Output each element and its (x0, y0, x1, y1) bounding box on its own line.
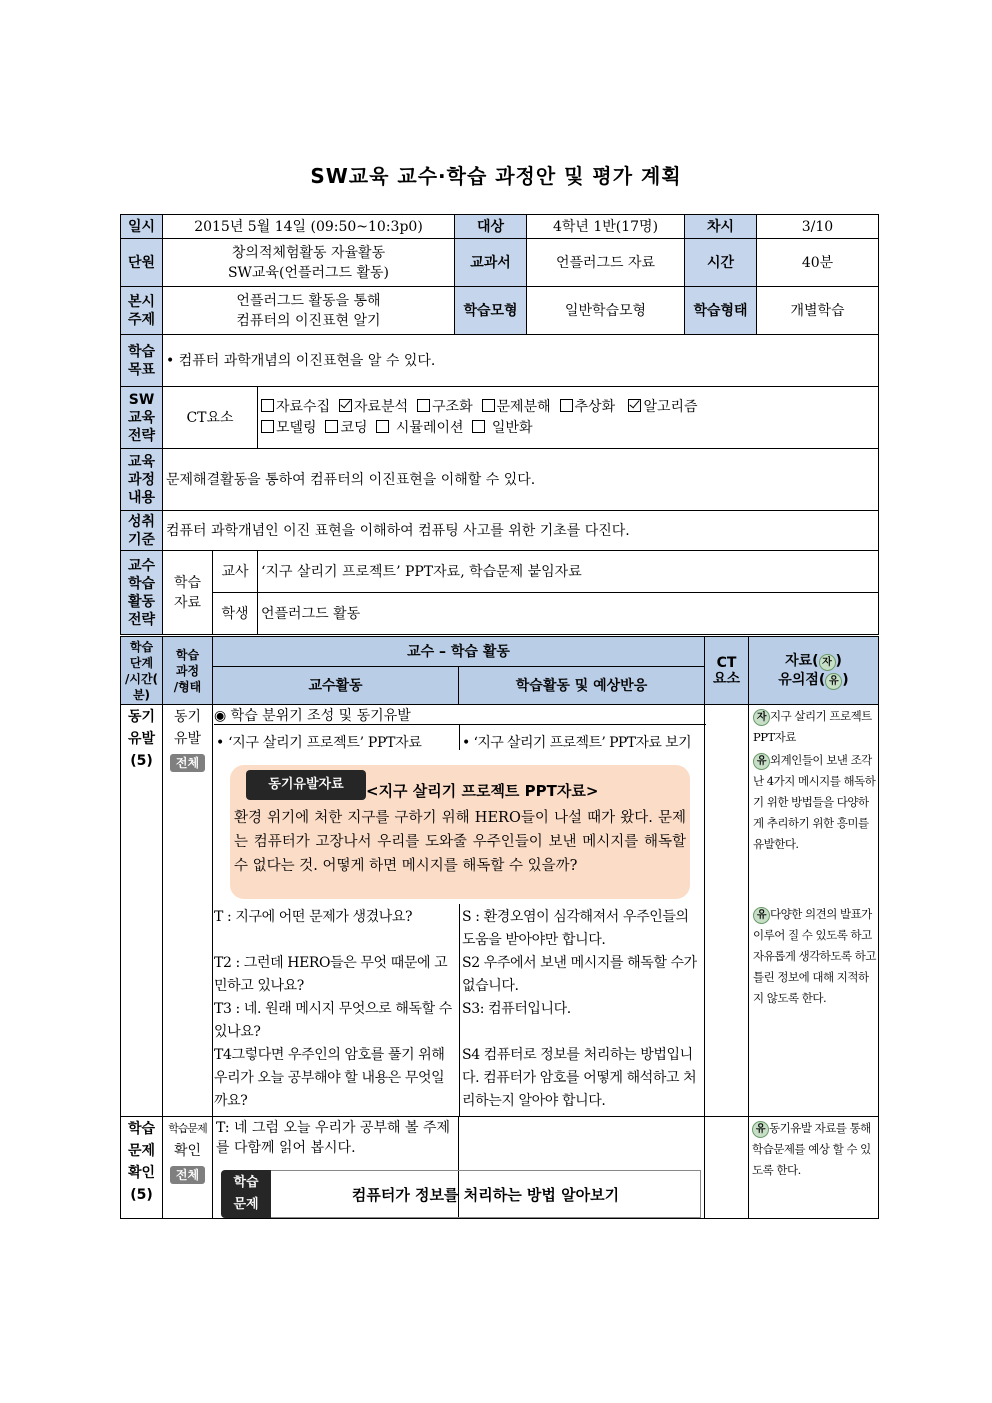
motive-process (163, 705, 213, 1117)
objective-label (121, 335, 163, 387)
process-header-2: 과정 (175, 663, 200, 678)
motive-stage-1: 동기 (127, 709, 156, 725)
unit-line-2: SW교육(언플러그드 활동) (227, 264, 390, 281)
teacher-question-4: T4그렇다면 우주인의 암호를 풀기 위해 우리가 오늘 공부해야 할 내용은 무엇일까요? (214, 1047, 445, 1109)
process-header (163, 637, 213, 705)
unit-label: 단원 (121, 239, 163, 287)
material-label-1: 학습 (173, 574, 202, 591)
material-label-2: 자료 (173, 594, 202, 611)
stage-header-2: 단계 (129, 655, 154, 670)
curriculum-label-1: 교육 (127, 453, 156, 470)
form-value: 개별학습 (757, 287, 879, 335)
stage-header-3: /시간( (124, 671, 159, 686)
sw-label-1: SW (128, 391, 155, 408)
ct-item: 알고리즘 (643, 398, 698, 415)
motive-note-1 (753, 706, 877, 748)
caution-mark-icon: 유 (752, 1121, 769, 1138)
strategy-label-2: 학습 (127, 575, 156, 592)
divider (459, 904, 460, 1116)
motive-note-2 (753, 750, 877, 855)
problem-note-text: 동기유발 자료를 통해 학습문제를 예상 할 수 있도록 한다. (752, 1121, 871, 1177)
ct-item: 구조화 (432, 398, 473, 415)
teacher-material-label: 교사 (213, 551, 258, 593)
curriculum-label-3: 내용 (127, 489, 156, 506)
stage-header-4: 분) (132, 687, 151, 702)
motive-note-3 (753, 904, 877, 1009)
motive-material-text: 환경 위기에 처한 지구를 구하기 위해 HERO들이 나설 때가 왔다. 문제는 컴퓨터가 고장나서 우리를 도와줄 우주인들이 보낸 메시지를 해독할 수 없다는 것. 어떻게 하면 메시지를 해독할 수 있을까? (234, 810, 686, 874)
problem-tag (221, 1170, 271, 1218)
student-material-label: 학생 (213, 593, 258, 635)
ct-item: 일반화 (491, 419, 533, 436)
student-answer-1: S : 환경오염이 심각해져서 우주인들의 도움을 받아야만 합니다. (462, 909, 689, 948)
topic-label-2: 주제 (127, 311, 156, 328)
sw-strategy-label (121, 387, 163, 449)
motive-bullet: ◉ 학습 분위기 조성 및 동기유발 (214, 708, 411, 724)
motive-process-1: 동기 (173, 709, 202, 725)
ct-item: 문제분해 (496, 398, 551, 415)
checkbox-icon[interactable] (482, 399, 495, 412)
problem-process-1: 학습문제 (168, 1122, 207, 1135)
caution-mark-icon: 유 (753, 753, 770, 770)
checkbox-checked-icon[interactable] (339, 399, 352, 412)
achievement-text: 컴퓨터 과학개념인 이진 표현을 이해하여 컴퓨팅 사고를 위한 기초를 다진다. (163, 511, 879, 551)
ct-item: 모델링 (276, 419, 317, 436)
motive-note-2-text: 외계인들이 보낸 조각난 4가지 메시지를 해독하기 위한 방법들을 다양하게 추리하기 위한 흥미를 유발한다. (753, 753, 876, 851)
page-title: SW교육 교수·학습 과정안 및 평가 계획 (310, 164, 682, 188)
ct-item: 코딩 (340, 419, 368, 436)
motive-teacher-line: • ‘지구 살리기 프로젝트’ PPT자료 (216, 735, 422, 751)
divider (459, 724, 460, 750)
caution-mark-icon: 유 (825, 673, 842, 690)
achievement-label-2: 기준 (127, 531, 156, 548)
stage-header (121, 637, 163, 705)
notes-header (749, 637, 879, 705)
textbook-label: 교과서 (455, 239, 527, 287)
motive-process-2: 유발 (173, 731, 202, 747)
material-label (163, 551, 213, 635)
time-label: 시간 (685, 239, 757, 287)
problem-notes (749, 1117, 879, 1219)
teacher-activity-header: 교수활동 (213, 667, 459, 705)
problem-tag-1: 학습 (233, 1175, 259, 1190)
student-dialogue (462, 906, 704, 1113)
date-label: 일시 (121, 215, 163, 239)
activity-main-header: 교수 – 학습 활동 (213, 637, 705, 667)
problem-process-2: 확인 (173, 1143, 202, 1159)
achievement-label (121, 511, 163, 551)
caution-mark-icon: 유 (753, 907, 770, 924)
student-material: 언플러그드 활동 (258, 593, 879, 635)
ct-checklist (258, 387, 879, 449)
unit-value (163, 239, 455, 287)
motive-material-tag: 동기유발자료 (246, 770, 366, 800)
unit-line-1: 창의적체험활동 자율활동 (231, 244, 386, 261)
lesson-info-table (120, 214, 879, 335)
material-mark-icon: 자 (819, 654, 836, 671)
ct-item: 추상화 (574, 398, 616, 415)
teacher-question-3: T3 : 네. 원래 메시지 무엇으로 해독할 수 있나요? (214, 1001, 452, 1040)
curriculum-label-2: 과정 (127, 471, 156, 488)
process-header-3: /형태 (173, 679, 202, 694)
topic-line-2: 컴퓨터의 이진표현 알기 (236, 312, 381, 329)
material-mark-icon: 자 (753, 709, 770, 726)
curriculum-text: 문제해결활동을 통하여 컴퓨터의 이진표현을 이해할 수 있다. (163, 449, 879, 511)
problem-stage-3: 확인 (127, 1165, 156, 1181)
motive-stage-3: (5) (130, 753, 153, 769)
student-answer-2: S2 우주에서 보낸 메시지를 해독할 수가 없습니다. (462, 955, 697, 994)
problem-ct (705, 1117, 749, 1219)
checkbox-icon[interactable] (261, 399, 274, 412)
topic-line-1: 언플러그드 활동을 통해 (236, 292, 381, 309)
ct-element-label: CT요소 (163, 387, 258, 449)
target-value: 4학년 1반(17명) (527, 215, 685, 239)
motive-ct (705, 705, 749, 1117)
session-label: 차시 (685, 215, 757, 239)
strategy-label-3: 활동 (127, 593, 156, 610)
checkbox-icon[interactable] (376, 420, 389, 433)
motive-note-3-text: 다양한 의견의 발표가 이루어 질 수 있도록 하고 자유롭게 생각하도록 하고 틀린 정보에 대해 지적하지 않도록 한다. (753, 907, 877, 1005)
target-label: 대상 (455, 215, 527, 239)
objective-label-1: 학습 (127, 343, 156, 360)
student-answer-3: S3: 컴퓨터입니다. (462, 1001, 571, 1017)
objective-label-2: 목표 (127, 361, 156, 378)
motive-note-1-text: 지구 살리기 프로젝트 PPT자료 (753, 709, 872, 744)
objective-text: • 컴퓨터 과학개념의 이진표현을 알 수 있다. (163, 335, 879, 387)
motive-material-title: <지구 살리기 프로젝트 PPT자료> (366, 782, 599, 800)
ct-item: 자료분석 (354, 398, 409, 415)
problem-stage-2: 문제 (127, 1143, 156, 1159)
process-header-1: 학습 (175, 647, 200, 662)
checkbox-icon[interactable] (560, 399, 573, 412)
model-value: 일반학습모형 (527, 287, 685, 335)
form-tag: 전체 (170, 1166, 205, 1184)
ct-header-2: 요소 (712, 670, 741, 687)
divider (214, 724, 706, 725)
sw-label-2: 교육 (127, 409, 156, 426)
problem-stage-4: (5) (130, 1187, 153, 1203)
problem-process (163, 1117, 213, 1219)
strategy-label-4: 전략 (127, 611, 156, 628)
checkbox-icon[interactable] (261, 420, 274, 433)
sw-label-3: 전략 (127, 427, 156, 444)
textbook-value: 언플러그드 자료 (527, 239, 685, 287)
model-label: 학습모형 (455, 287, 527, 335)
problem-goal: 컴퓨터가 정보를 처리하는 방법 알아보기 (271, 1170, 701, 1218)
motive-student-line: • ‘지구 살리기 프로젝트’ PPT자료 보기 (462, 735, 691, 751)
problem-teacher: T: 네 그럼 오늘 우리가 공부해 볼 주제를 다함께 읽어 봅시다. (213, 1117, 459, 1219)
problem-tag-2: 문제 (233, 1197, 259, 1212)
student-activity-header: 학습활동 및 예상반응 (459, 667, 705, 705)
ct-header (705, 637, 749, 705)
teacher-material: ‘지구 살리기 프로젝트’ PPT자료, 학습문제 붙임자료 (258, 551, 879, 593)
strategy-label-1: 교수 (127, 557, 156, 574)
teacher-question-1: T : 지구에 어떤 문제가 생겼나요? (214, 909, 413, 925)
curriculum-label (121, 449, 163, 511)
notes-header-close: ) (842, 671, 849, 688)
ct-item: 시뮬레이션 (395, 419, 464, 436)
problem-stage-1: 학습 (127, 1121, 156, 1137)
session-value: 3/10 (757, 215, 879, 239)
checkbox-checked-icon[interactable] (628, 399, 641, 412)
checkbox-icon[interactable] (325, 420, 338, 433)
notes-header-2: 유의점( (778, 671, 826, 688)
ct-header-1: CT (716, 654, 737, 671)
problem-stage (121, 1117, 163, 1219)
strategy-label (121, 551, 163, 635)
motive-stage (121, 705, 163, 1117)
motive-stage-2: 유발 (127, 731, 156, 747)
notes-header-1: 자료( (785, 652, 819, 669)
achievement-label-1: 성취 (127, 513, 156, 530)
time-value: 40분 (757, 239, 879, 287)
form-tag: 전체 (170, 754, 205, 772)
teacher-question-2: T2 : 그런데 HERO들은 무엇 때문에 고민하고 있나요? (214, 955, 448, 994)
checkbox-icon[interactable] (417, 399, 430, 412)
topic-label (121, 287, 163, 335)
stage-header-1: 학습 (129, 639, 154, 654)
form-label: 학습형태 (685, 287, 757, 335)
date-value: 2015년 5월 14일 (09:50~10:3p0) (163, 215, 455, 239)
ct-item: 자료수집 (276, 398, 331, 415)
student-answer-4: S4 컴퓨터로 정보를 처리하는 방법입니다. 컴퓨터가 암호를 어떻게 해석하고 처리하는지 알아야 합니다. (462, 1047, 697, 1109)
checkbox-icon[interactable] (472, 420, 485, 433)
lesson-plan-table (120, 334, 879, 635)
topic-value (163, 287, 455, 335)
topic-label-1: 본시 (127, 293, 156, 310)
teacher-dialogue (214, 906, 456, 1113)
notes-header-close: ) (835, 652, 842, 669)
